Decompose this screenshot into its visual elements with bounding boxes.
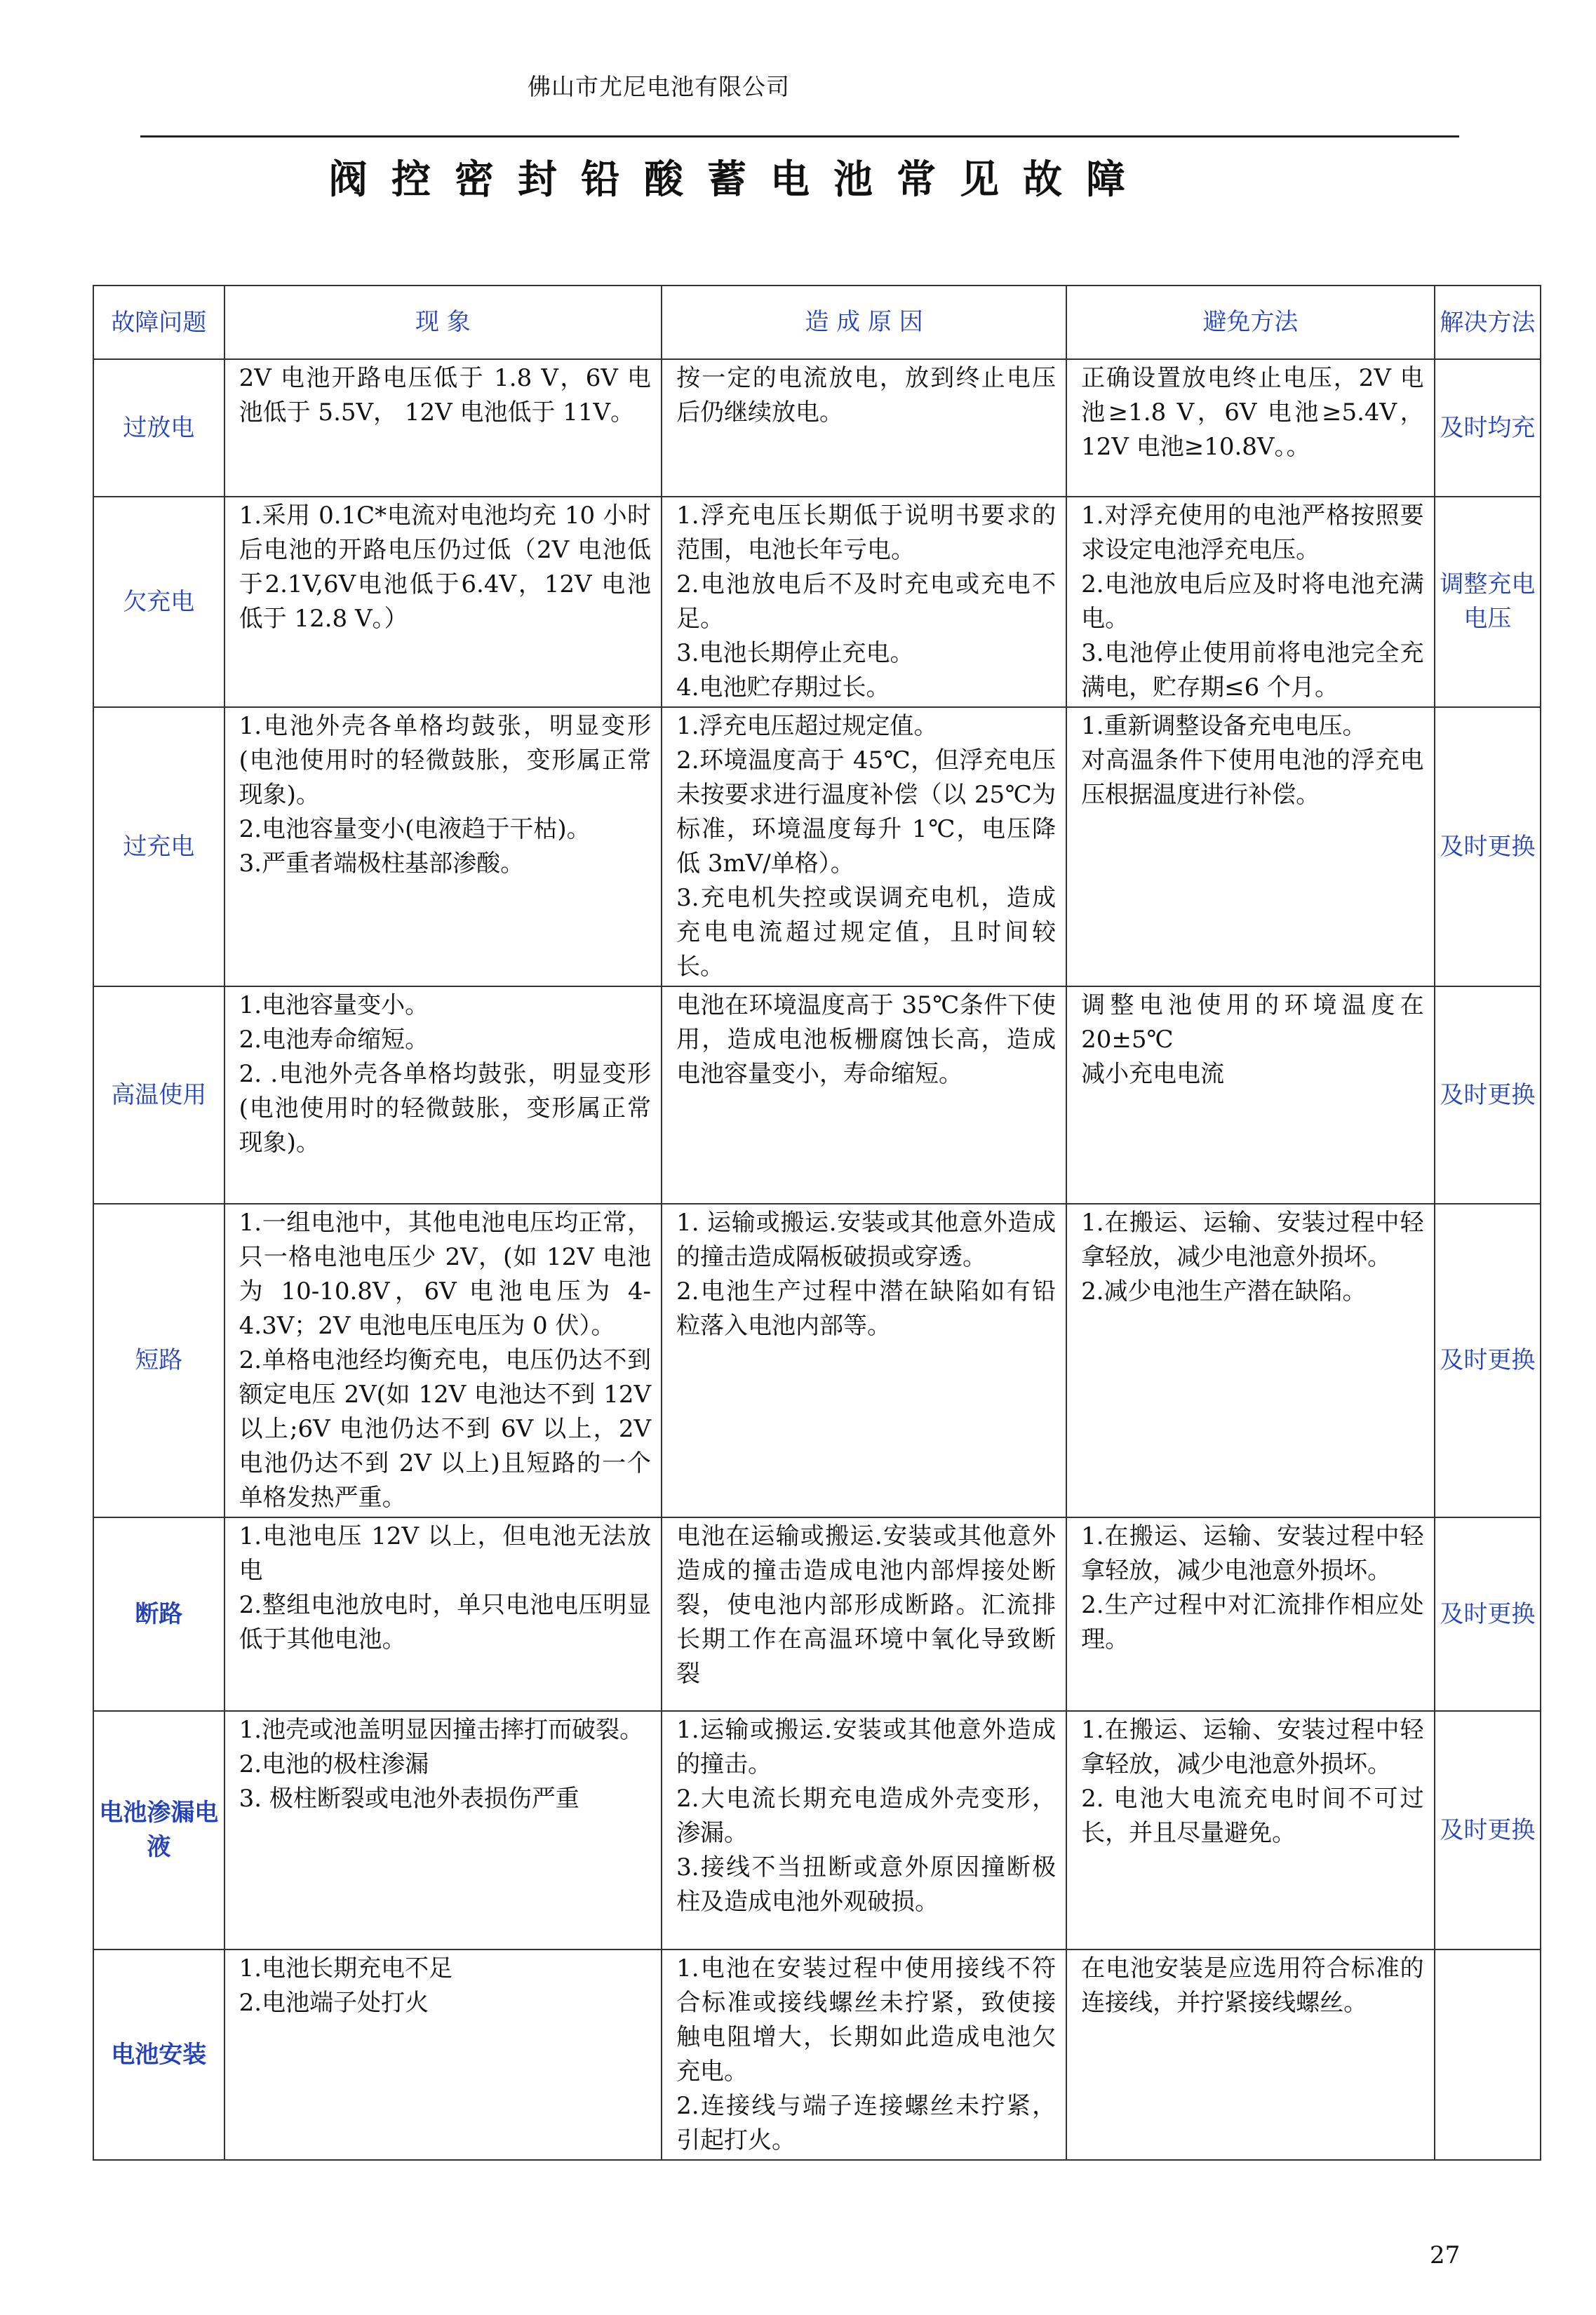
fault-phenomenon-line: 3. 极柱断裂或电池外表损伤严重: [239, 1785, 579, 1813]
fault-avoid-line: 1.在搬运、运输、安装过程中轻拿轻放，减少电池意外损坏。: [1081, 1522, 1424, 1585]
fault-cause-cell: [662, 497, 1066, 707]
table-header-row: [93, 286, 1541, 359]
fault-avoid-line: 减小充电电流: [1081, 1060, 1225, 1088]
fault-issue-cell: 电池渗漏电液: [93, 1711, 224, 1950]
fault-avoid-cell: [1066, 1950, 1435, 2160]
fault-issue-cell: 欠充电: [93, 497, 224, 707]
fault-phenomenon-cell: [224, 497, 662, 707]
fault-cause-line: 2.电池生产过程中潜在缺陷如有铅粒落入电池内部等。: [676, 1277, 1057, 1340]
fault-phenomenon-line: 3.严重者端极柱基部渗酸。: [239, 850, 525, 878]
fault-solution-cell: 及时更换: [1435, 1711, 1541, 1950]
fault-cause-line: 1.运输或搬运.安装或其他意外造成的撞击。: [676, 1716, 1057, 1778]
fault-solution-cell: 及时更换: [1435, 1517, 1541, 1711]
fault-avoid-cell: [1066, 986, 1435, 1204]
fault-avoid-line: 1.对浮充使用的电池严格按照要求设定电池浮充电压。: [1081, 502, 1424, 564]
fault-cause-cell: [662, 1711, 1066, 1950]
fault-cause-line: 4.电池贮存期过长。: [676, 673, 890, 702]
fault-table: [93, 285, 1541, 2161]
fault-cause-line: 3.电池长期停止充电。: [676, 639, 914, 667]
fault-solution-cell: 及时更换: [1435, 1204, 1541, 1517]
fault-solution-cell: 及时更换: [1435, 707, 1541, 986]
fault-cause-line: 电池在环境温度高于 35℃条件下使用，造成电池板栅腐蚀长高，造成电池容量变小，寿命缩短。: [676, 991, 1057, 1088]
fault-avoid-line: 1.在搬运、运输、安装过程中轻拿轻放，减少电池意外损坏。: [1081, 1209, 1424, 1271]
fault-phenomenon-line: 2.电池容量变小(电液趋于干枯)。: [239, 815, 591, 843]
table-row: [93, 1517, 1541, 1711]
fault-avoid-cell: [1066, 1517, 1435, 1711]
fault-phenomenon-line: 2.电池寿命缩短。: [239, 1026, 429, 1054]
fault-phenomenon-line: 1.池壳或池盖明显因撞击摔打而破裂。: [239, 1716, 644, 1744]
fault-cause-cell: [662, 986, 1066, 1204]
fault-cause-cell: [662, 707, 1066, 986]
fault-phenomenon-line: 2. .电池外壳各单格均鼓张，明显变形(电池使用时的轻微鼓胀，变形属正常现象)。: [239, 1060, 652, 1157]
table-row: [93, 1204, 1541, 1517]
fault-cause-line: 3.接线不当扭断或意外原因撞断极柱及造成电池外观破损。: [676, 1853, 1057, 1916]
fault-avoid-line: 2. 电池大电流充电时间不可过长，并且尽量避免。: [1081, 1785, 1424, 1847]
fault-phenomenon-cell: [224, 359, 662, 497]
fault-avoid-line: 2.减少电池生产潜在缺陷。: [1081, 1277, 1367, 1306]
fault-cause-line: 2.连接线与端子连接螺丝未拧紧，引起打火。: [676, 2092, 1057, 2154]
fault-cause-cell: [662, 1204, 1066, 1517]
company-name: 佛山市尤尼电池有限公司: [528, 73, 790, 100]
table-row: [93, 986, 1541, 1204]
fault-cause-cell: [662, 359, 1066, 497]
fault-phenomenon-line: 1.一组电池中，其他电池电压均正常，只一格电池电压少 2V，(如 12V 电池为 10-10.8V，6V 电池电压为 4-4.3V；2V 电池电压电压为 0 伏）。: [239, 1209, 652, 1340]
fault-solution-cell: 调整充电电压: [1435, 497, 1541, 707]
fault-cause-line: 1.电池在安装过程中使用接线不符合标准或接线螺丝未拧紧，致使接触电阻增大，长期如此造成电池欠充电。: [676, 1954, 1057, 2086]
header-cause: 造 成 原 因: [662, 286, 1066, 359]
fault-phenomenon-cell: [224, 986, 662, 1204]
fault-phenomenon-line: 1.采用 0.1C*电流对电池均充 10 小时后电池的开路电压仍过低（2V 电池低于2.1V,6V电池低于6.4V，12V 电池低于 12.8 V。）: [239, 502, 652, 633]
fault-avoid-line: 调整电池使用的环境温度在20±5℃: [1081, 991, 1424, 1054]
fault-avoid-cell: [1066, 497, 1435, 707]
fault-cause-line: 2.电池放电后不及时充电或充电不足。: [676, 570, 1057, 633]
fault-issue-cell: 断路: [93, 1517, 224, 1711]
fault-issue-cell: 短路: [93, 1204, 224, 1517]
fault-issue-cell: 过充电: [93, 707, 224, 986]
fault-avoid-cell: [1066, 707, 1435, 986]
page-number: 27: [1430, 2241, 1461, 2269]
fault-cause-line: 1.浮充电压超过规定值。: [676, 712, 938, 740]
table-row: [93, 1950, 1541, 2160]
fault-cause-line: 3.充电机失控或误调充电机，造成充电电流超过规定值，且时间较长。: [676, 884, 1057, 981]
fault-phenomenon-line: 1.电池电压 12V 以上，但电池无法放电: [239, 1522, 652, 1585]
fault-cause-cell: [662, 1950, 1066, 2160]
fault-phenomenon-line: 1.电池外壳各单格均鼓张，明显变形(电池使用时的轻微鼓胀，变形属正常现象)。: [239, 712, 652, 809]
header-issue: 故障问题: [93, 286, 224, 359]
fault-cause-line: 电池在运输或搬运.安装或其他意外造成的撞击造成电池内部焊接处断裂，使电池内部形成断路。汇流排长期工作在高温环境中氧化导致断裂: [676, 1522, 1057, 1688]
fault-solution-cell: 及时更换: [1435, 986, 1541, 1204]
fault-phenomenon-line: 1.电池容量变小。: [239, 991, 429, 1019]
fault-avoid-cell: [1066, 1711, 1435, 1950]
fault-issue-cell: 高温使用: [93, 986, 224, 1204]
fault-phenomenon-line: 2.电池端子处打火: [239, 1989, 429, 2017]
table-row: [93, 1711, 1541, 1950]
fault-phenomenon-cell: [224, 1517, 662, 1711]
fault-avoid-line: 1.在搬运、运输、安装过程中轻拿轻放，减少电池意外损坏。: [1081, 1716, 1424, 1778]
fault-avoid-line: 在电池安装是应选用符合标准的连接线，并拧紧接线螺丝。: [1081, 1954, 1424, 2017]
fault-phenomenon-line: 2V 电池开路电压低于 1.8 V，6V 电池低于 5.5V， 12V 电池低于 11V。: [239, 364, 652, 427]
fault-phenomenon-line: 2.整组电池放电时，单只电池电压明显低于其他电池。: [239, 1591, 652, 1653]
table-row: [93, 359, 1541, 497]
fault-avoid-cell: [1066, 1204, 1435, 1517]
fault-solution-cell: [1435, 1950, 1541, 2160]
fault-solution-cell: 及时均充: [1435, 359, 1541, 497]
fault-issue-cell: 过放电: [93, 359, 224, 497]
table-row: [93, 497, 1541, 707]
fault-avoid-line: 1.重新调整设备充电电压。: [1081, 712, 1367, 740]
fault-cause-line: 1.浮充电压长期低于说明书要求的范围，电池长年亏电。: [676, 502, 1057, 564]
fault-phenomenon-cell: [224, 1204, 662, 1517]
fault-cause-cell: [662, 1517, 1066, 1711]
fault-cause-line: 1. 运输或搬运.安装或其他意外造成的撞击造成隔板破损或穿透。: [676, 1209, 1057, 1271]
fault-avoid-line: 正确设置放电终止电压，2V 电池≥1.8 V，6V 电池≥5.4V，12V 电池≥10.8V。。: [1081, 364, 1424, 461]
fault-cause-line: 2.大电流长期充电造成外壳变形，渗漏。: [676, 1785, 1057, 1847]
fault-phenomenon-line: 1.电池长期充电不足: [239, 1954, 453, 1982]
header-avoid: 避免方法: [1066, 286, 1435, 359]
fault-phenomenon-cell: [224, 1950, 662, 2160]
document-title: 阀控密封铅酸蓄电池常见故障: [328, 156, 1149, 203]
fault-avoid-line: 2.生产过程中对汇流排作相应处理。: [1081, 1591, 1424, 1653]
header-solution: 解决方法: [1435, 286, 1541, 359]
fault-avoid-cell: [1066, 359, 1435, 497]
fault-phenomenon-line: 2.单格电池经均衡充电，电压仍达不到额定电压 2V(如 12V 电池达不到 12V 以上;6V 电池仍达不到 6V 以上，2V 电池仍达不到 2V 以上)且短路的一个单格发热严重。: [239, 1346, 652, 1512]
table-row: [93, 707, 1541, 986]
fault-phenomenon-cell: [224, 707, 662, 986]
fault-cause-line: 按一定的电流放电，放到终止电压后仍继续放电。: [676, 364, 1057, 427]
fault-issue-cell: 电池安装: [93, 1950, 224, 2160]
fault-phenomenon-cell: [224, 1711, 662, 1950]
fault-avoid-line: 2.电池放电后应及时将电池充满电。: [1081, 570, 1424, 633]
header-divider: [140, 135, 1459, 137]
fault-avoid-line: 对高温条件下使用电池的浮充电压根据温度进行补偿。: [1081, 746, 1424, 809]
fault-phenomenon-line: 2.电池的极柱渗漏: [239, 1750, 429, 1778]
fault-avoid-line: 3.电池停止使用前将电池完全充满电，贮存期≤6 个月。: [1081, 639, 1424, 702]
header-phenomenon: 现 象: [224, 286, 662, 359]
fault-cause-line: 2.环境温度高于 45℃，但浮充电压未按要求进行温度补偿（以 25℃为标准，环境温度每升 1℃，电压降低 3mV/单格）。: [676, 746, 1057, 878]
